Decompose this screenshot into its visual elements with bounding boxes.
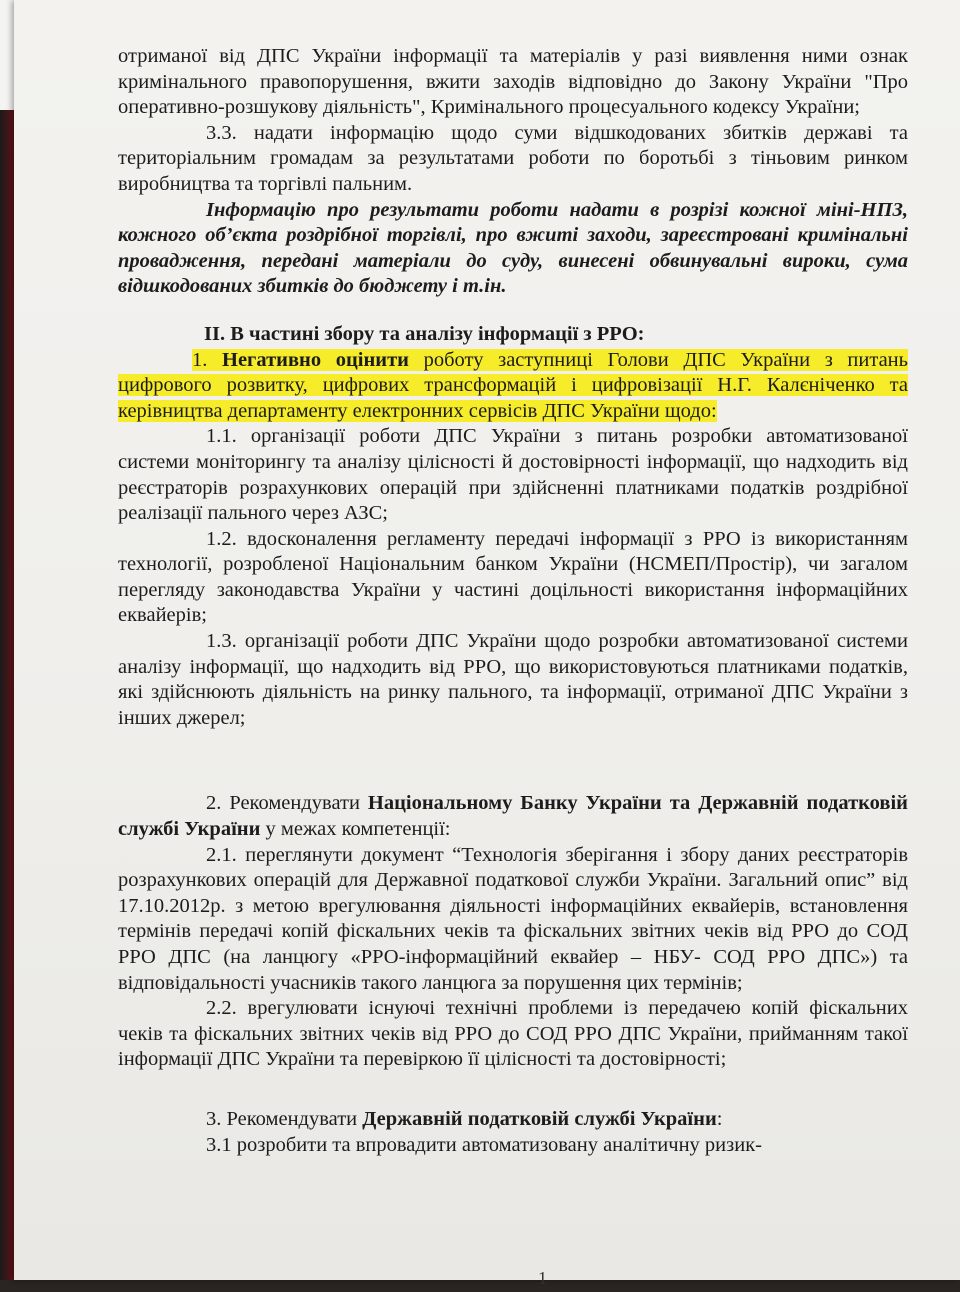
paragraph-1-2: 1.2. вдосконалення регламенту передачі інформації з РРО із використанням технології, розробленої Національним банком України (НСМЕП/Простір), чи загалом перегляду законодавства України у частині доцільності використання інформаційних еквайерів; <box>118 527 908 627</box>
highlighted-text <box>118 349 908 422</box>
paragraph-1-text: роботу заступниці Голови ДПС України з питань цифрового розвитку, цифрових трансформацій і цифровізації Н.Г. Калєніченко та керівництва департаменту електронних сервісів ДПС України щодо: <box>118 348 909 422</box>
paragraph-3-lead: 3. Рекомендувати <box>206 1107 363 1130</box>
paragraph-2-1: 2.1. переглянути документ “Технологія зберігання і збору даних реєстраторів розрахункових операцій для Державної податкової служби України. Загальний опис” від 17.10.2012р. з метою врегулювання діяльності інформаційних еквайерів, встановлення термінів передачі копій фіскальних чеків та фіскальних звітних чеків від РРО до СОД РРО ДПС (на ланцюгу «РРО-інформаційний еквайер – НБУ- СОД РРО ДПС») та відповідальності учасників такого ланцюга за порушення цих термінів; <box>118 843 908 994</box>
paragraph-1 <box>118 348 908 425</box>
paragraph-2-tail: у межах компетенції: <box>260 818 451 841</box>
document-page <box>14 0 960 1288</box>
paragraph-2-lead: 2. Рекомендувати <box>206 792 368 815</box>
item-number: 1. <box>192 348 223 371</box>
paragraph-intro: отриманої від ДПС України інформації та матеріалів у разі виявлення ними ознак кримінального правопорушення, вжити заходів відповідно до Закону України "Про оперативно-розшукову діяльність", Кримінального процесуального кодексу України; <box>118 45 908 119</box>
paragraph-1-1: 1.1. організації роботи ДПС України з питань розробки автоматизованої системи моніторингу та аналізу цілісності й достовірності інформації, що надходить від реєстраторів розрахункових операцій при здійсненні платниками податків роздрібної реалізації пального через АЗС; <box>118 425 908 525</box>
paragraph-3 <box>118 1107 908 1133</box>
paragraph-1-3: 1.3. організації роботи ДПС України щодо розробки автоматизованої системи аналізу інформації, що надходить від РРО, що використовуються платниками податків, які здійснюють діяльність на ринку пального, та інформації, отриманої ДПС України з інших джерел; <box>118 630 908 729</box>
paragraph-2 <box>118 791 908 842</box>
paragraph-info-instruction: Інформацію про результати роботи надати в розрізі кожної міні-НПЗ, кожного об’єкта роздрібної торгівлі, про вжиті заходи, зареєстровані кримінальні провадження, передані матеріали до суду, винесені обвинувальні вироки, сума відшкодованих збитків до бюджету і т.ін. <box>118 198 908 298</box>
paragraph-3-bold: Державній податковій службі України <box>362 1107 717 1130</box>
section-title: ІІ. В частині збору та аналізу інформації з РРО: <box>204 322 645 345</box>
paragraph-3-1: 3.1 розробити та впровадити автоматизовану аналітичну ризик- <box>206 1133 763 1156</box>
paragraph-3-3: 3.3. надати інформацію щодо суми відшкодованих збитків державі та територіальним громадам за результатами роботи по боротьбі з тіньовим ринком виробництва та торгівлі пальним. <box>118 121 908 195</box>
paragraph-2-bold: Національному Банку України та Державній податковій службі України <box>118 792 908 841</box>
document-body <box>118 44 908 1158</box>
bold-phrase: Негативно оцінити <box>222 348 409 371</box>
paragraph-2-2: 2.2. врегулювати існуючі технічні проблеми із передачею копій фіскальних чеків та фіскальних звітних чеків від РРО до СОД РРО ДПС України, прийманням такої інформації ДПС України та перевіркою її цілісності та достовірності; <box>118 997 908 1071</box>
page-number: 1 <box>538 1268 547 1288</box>
paragraph-3-tail: : <box>716 1107 723 1130</box>
